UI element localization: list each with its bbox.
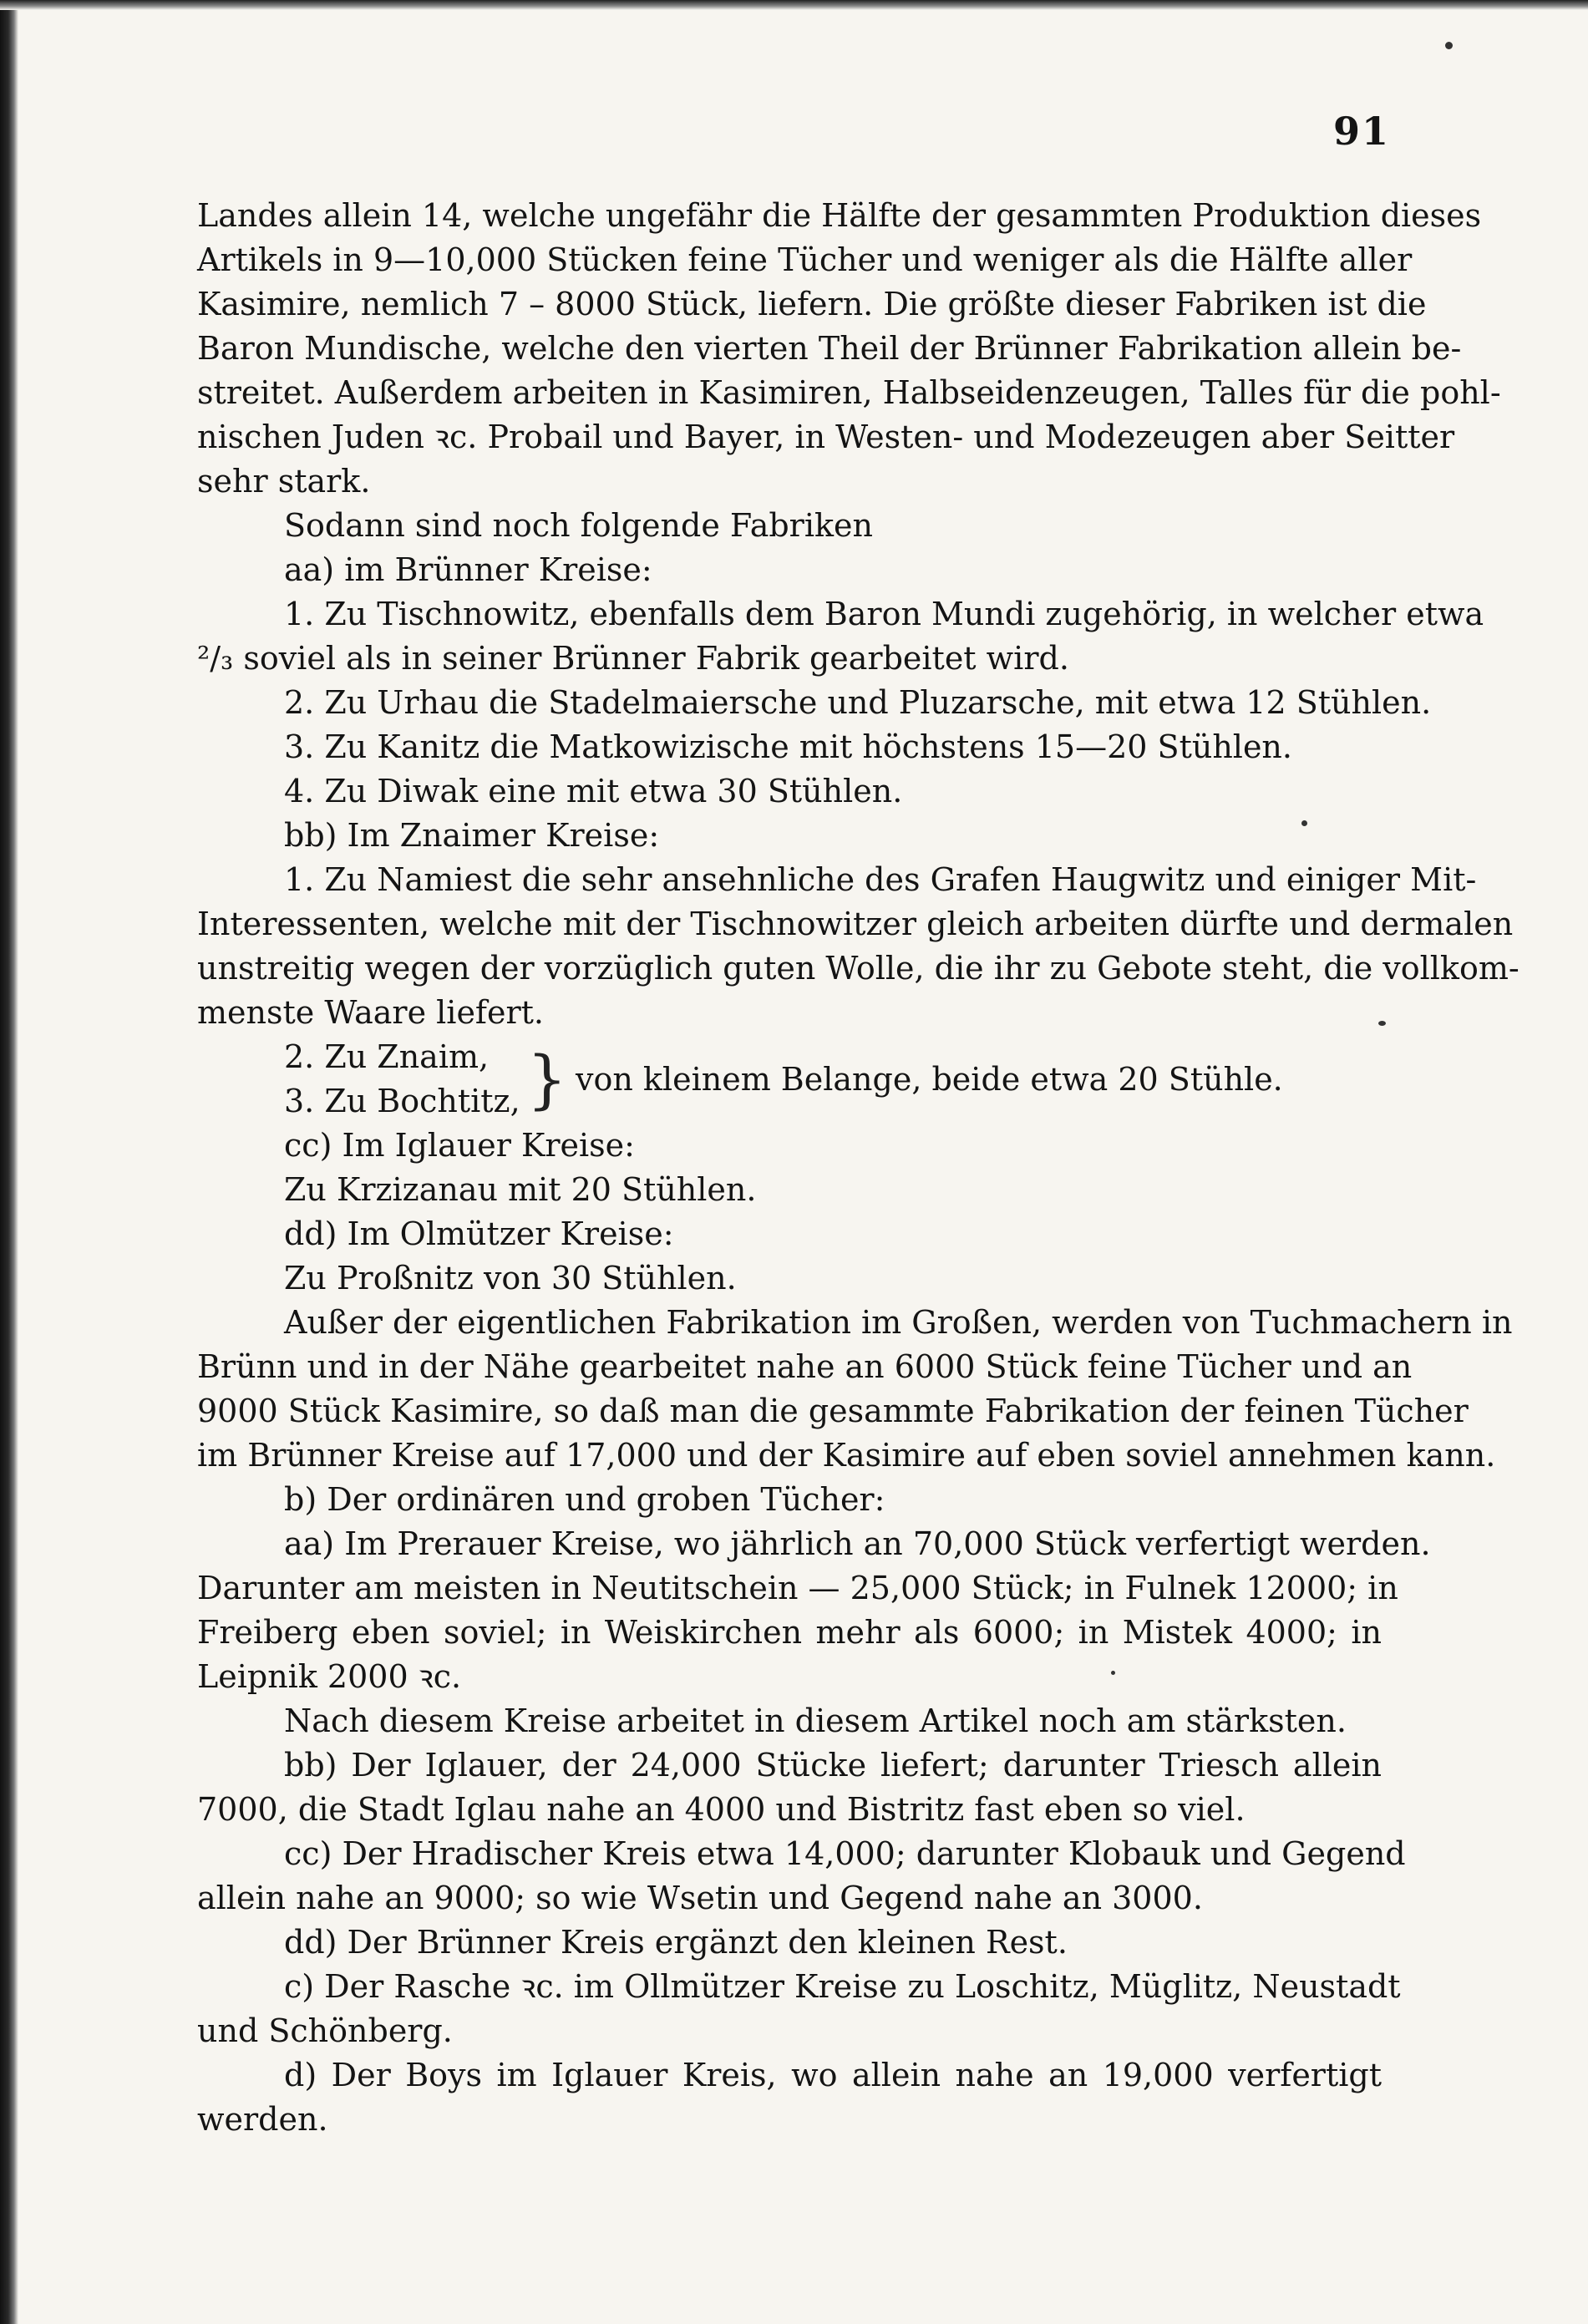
text-line: menste Waare liefert.: [197, 994, 544, 1031]
braced-list-items: [284, 1035, 520, 1124]
text-line: sehr stark.: [197, 463, 371, 500]
section-heading: aa) im Brünner Kreise:: [284, 551, 652, 588]
print-speck: [1111, 1671, 1115, 1675]
text-line: dd) Der Brünner Kreis ergänzt den kleinen Rest.: [284, 1924, 1068, 1961]
text-line: 9000 Stück Kasimire, so daß man die gesammte Fabrikation der feinen Tücher: [197, 1393, 1469, 1429]
text-line: ²/₃ soviel als in seiner Brünner Fabrik gearbeitet wird.: [197, 640, 1069, 677]
text-line: c) Der Rasche ꝛc. im Ollmützer Kreise zu Loschitz, Müglitz, Neustadt: [284, 1968, 1401, 2005]
text-line: aa) Im Prerauer Kreise, wo jährlich an 70,000 Stück verfertigt werden.: [284, 1525, 1431, 1562]
text-line: 7000, die Stadt Iglau nahe an 4000 und Bistritz fast eben so viel.: [197, 1791, 1246, 1828]
text-line: Kasimire, nemlich 7 – 8000 Stück, liefern. Die größte dieser Fabriken ist die: [197, 286, 1427, 322]
text-line: cc) Der Hradischer Kreis etwa 14,000; darunter Klobauk und Gegend: [284, 1835, 1406, 1872]
list-item: 1. Zu Namiest die sehr ansehnliche des Grafen Haugwitz und einiger Mit-: [284, 861, 1477, 898]
braced-list-group: [197, 1035, 1382, 1124]
text-line: und Schönberg.: [197, 2012, 453, 2049]
text-line: allein nahe an 9000; so wie Wsetin und Gegend nahe an 3000.: [197, 1880, 1203, 1916]
section-heading: cc) Im Iglauer Kreise:: [284, 1127, 635, 1164]
text-line: Außer der eigentlichen Fabrikation im Großen, werden von Tuchmachern in: [284, 1304, 1513, 1341]
list-item: 2. Zu Znaim,: [284, 1038, 490, 1075]
text-line: Nach diesem Kreise arbeitet in diesem Artikel noch am stärksten.: [284, 1702, 1347, 1739]
text-line: Sodann sind noch folgende Fabriken: [284, 507, 873, 544]
list-item: 3. Zu Bochtitz,: [284, 1083, 520, 1119]
text-line: d) Der Boys im Iglauer Kreis, wo allein nahe an 19,000 verfertigt: [284, 2057, 1382, 2093]
text-line: Brünn und in der Nähe gearbeitet nahe an 6000 Stück feine Tücher und an: [197, 1348, 1413, 1385]
section-heading: dd) Im Olmützer Kreise:: [284, 1215, 674, 1252]
list-item: 2. Zu Urhau die Stadelmaiersche und Pluzarsche, mit etwa 12 Stühlen.: [284, 684, 1432, 721]
list-item: Zu Proßnitz von 30 Stühlen.: [284, 1260, 737, 1296]
section-heading: b) Der ordinären und groben Tücher:: [284, 1481, 885, 1518]
text-line: im Brünner Kreise auf 17,000 und der Kasimire auf eben soviel annehmen kann.: [197, 1437, 1496, 1474]
text-line: werden.: [197, 2101, 328, 2138]
text-line: Leipnik 2000 ꝛc.: [197, 1658, 462, 1695]
text-line: Landes allein 14, welche ungefähr die Hälfte der gesammten Produktion dieses: [197, 197, 1482, 234]
braced-list-note: von kleinem Belange, beide etwa 20 Stühle.: [576, 1060, 1283, 1098]
text-line: Freiberg eben soviel; in Weiskirchen mehr als 6000; in Mistek 4000; in: [197, 1614, 1382, 1651]
list-item: 4. Zu Diwak eine mit etwa 30 Stühlen.: [284, 773, 903, 809]
list-item: 3. Zu Kanitz die Matkowizische mit höchstens 15—20 Stühlen.: [284, 728, 1292, 765]
text-line: nischen Juden ꝛc. Probail und Bayer, in Westen- und Modezeugen aber Seitter: [197, 419, 1455, 455]
text-line: Baron Mundische, welche den vierten Theil der Brünner Fabrikation allein be-: [197, 330, 1462, 367]
page-left-edge-shadow: [0, 0, 18, 2324]
print-speck: [1445, 42, 1453, 49]
text-line: Darunter am meisten in Neutitschein — 25,000 Stück; in Fulnek 12000; in: [197, 1570, 1398, 1606]
body-text: [197, 194, 1520, 2142]
text-line: unstreitig wegen der vorzüglich guten Wolle, die ihr zu Gebote steht, die vollkom-: [197, 950, 1520, 987]
list-item: Zu Krzizanau mit 20 Stühlen.: [284, 1171, 757, 1208]
section-heading: bb) Im Znaimer Kreise:: [284, 817, 660, 854]
text-line: streitet. Außerdem arbeiten in Kasimiren, Halbseidenzeugen, Talles für die pohl-: [197, 374, 1501, 411]
page-number: 91: [1333, 109, 1391, 154]
print-speck: [1378, 1021, 1386, 1026]
brace-glyph: }: [526, 1042, 568, 1116]
text-line: Interessenten, welche mit der Tischnowitzer gleich arbeiten dürfte und dermalen: [197, 906, 1514, 942]
text-line: Artikels in 9—10,000 Stücken feine Tücher und weniger als die Hälfte aller: [197, 241, 1413, 278]
list-item: 1. Zu Tischnowitz, ebenfalls dem Baron Mundi zugehörig, in welcher etwa: [284, 596, 1484, 632]
text-line: bb) Der Iglauer, der 24,000 Stücke liefert; darunter Triesch allein: [284, 1747, 1382, 1784]
print-speck: [1301, 820, 1307, 826]
page-top-edge-shadow: [0, 0, 1588, 10]
